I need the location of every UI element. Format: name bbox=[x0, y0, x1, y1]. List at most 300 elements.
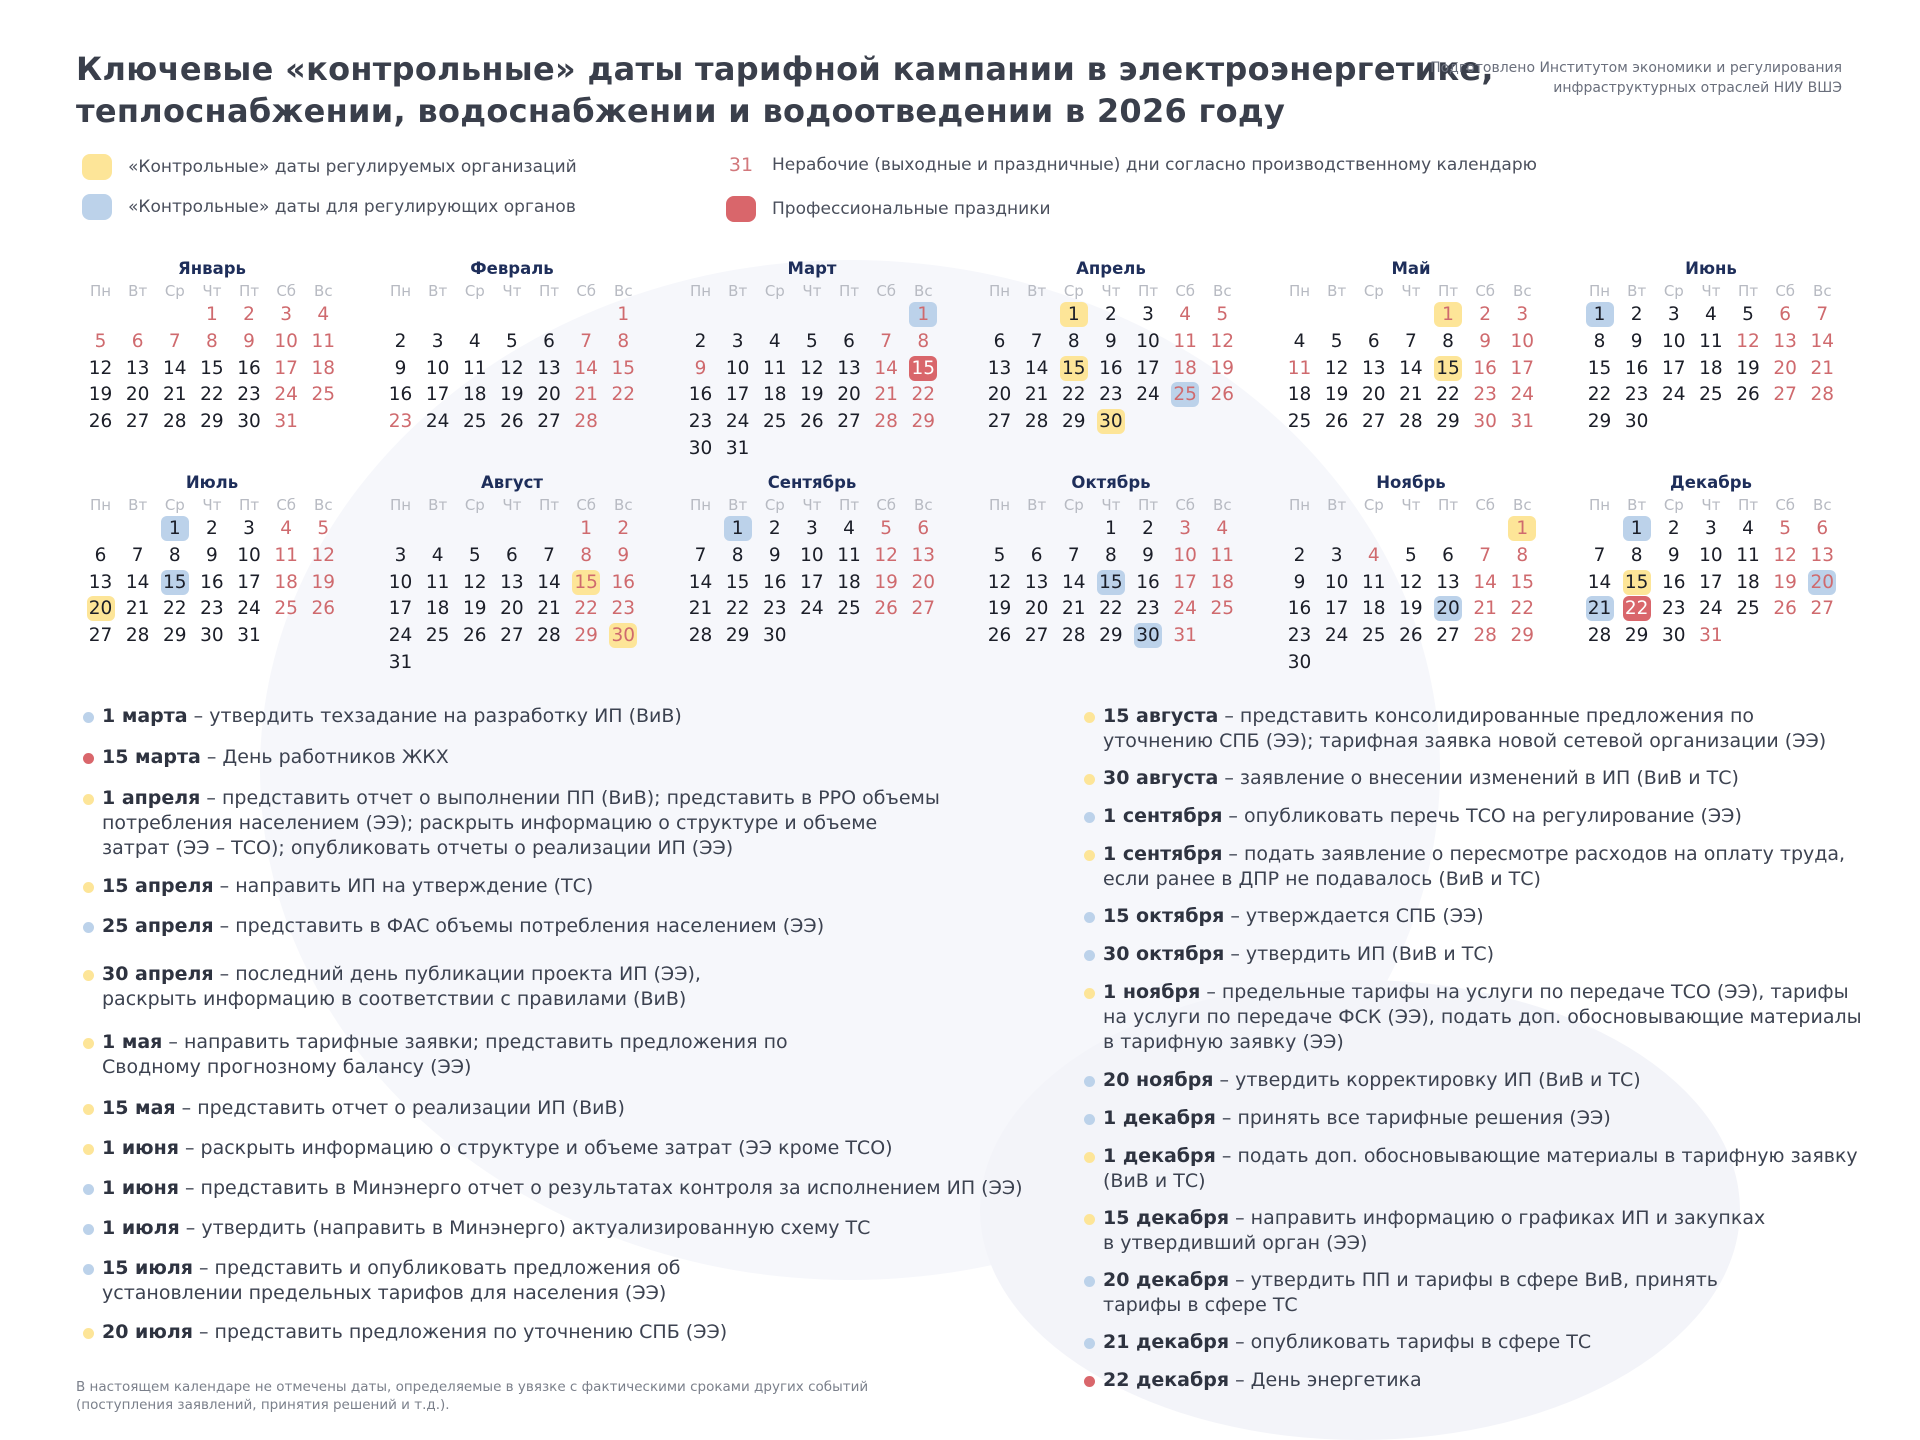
day-cell bbox=[231, 329, 268, 356]
event-text: уточнению СПБ (ЭЭ); тарифная заявка новой сетевой организации (ЭЭ) bbox=[1103, 730, 1827, 752]
event-line bbox=[1103, 1268, 1718, 1293]
day-number: 8 bbox=[168, 544, 181, 566]
event-dot bbox=[1084, 1076, 1095, 1087]
weekday-label: Вт bbox=[428, 496, 448, 514]
day-number: 8 bbox=[580, 544, 593, 566]
day-number: 1 bbox=[1623, 516, 1651, 541]
day-cell bbox=[456, 623, 493, 650]
event-item bbox=[102, 874, 593, 899]
event-item bbox=[1103, 904, 1484, 929]
day-cell bbox=[1692, 329, 1729, 356]
weekday-label: Вт bbox=[428, 282, 448, 300]
weekday-label: Ср bbox=[164, 496, 185, 514]
day-number: 22 bbox=[911, 384, 936, 406]
day-cell bbox=[1504, 596, 1541, 623]
weekday-label: Ср bbox=[764, 496, 785, 514]
weekday-label: Пн bbox=[390, 496, 412, 514]
day-cell bbox=[1655, 543, 1692, 570]
day-number: 27 bbox=[1024, 625, 1049, 647]
day-number: 13 bbox=[1362, 357, 1386, 379]
day-cell bbox=[568, 543, 605, 570]
day-number: 5 bbox=[1742, 304, 1754, 325]
day-number: 5 bbox=[94, 330, 107, 352]
day-cell bbox=[1467, 302, 1504, 329]
footnote-line-1: В настоящем календаре не отмечены даты, определяемые в увязке с фактическими сроками других событий bbox=[76, 1379, 869, 1395]
day-number: 2 bbox=[768, 518, 781, 539]
day-cell bbox=[305, 543, 342, 570]
day-cell bbox=[231, 302, 268, 329]
event-line bbox=[102, 962, 701, 987]
event-dot bbox=[83, 1264, 94, 1275]
event-date: 30 октября bbox=[1103, 943, 1225, 965]
weekday-header bbox=[82, 280, 342, 302]
month-title: Октябрь bbox=[1071, 473, 1151, 492]
event-dot bbox=[1084, 1338, 1095, 1349]
day-cell bbox=[682, 356, 719, 383]
day-cell bbox=[1392, 623, 1429, 650]
empty-cell bbox=[1055, 516, 1092, 543]
event-dot bbox=[1084, 1376, 1095, 1387]
day-grid bbox=[382, 516, 642, 677]
day-cell bbox=[419, 356, 456, 383]
day-number: 13 bbox=[911, 544, 936, 566]
day-number: 20 bbox=[911, 571, 936, 593]
day-number: 18 bbox=[1362, 598, 1386, 620]
day-cell bbox=[1467, 570, 1504, 597]
event-item bbox=[1103, 1144, 1858, 1194]
day-cell bbox=[1467, 596, 1504, 623]
weekday-label: Ср bbox=[1663, 282, 1684, 300]
day-number: 22 bbox=[1623, 596, 1651, 621]
day-cell bbox=[1092, 409, 1129, 436]
day-number: 30 bbox=[1287, 651, 1312, 673]
event-item bbox=[1103, 1330, 1591, 1355]
day-number: 9 bbox=[694, 357, 707, 379]
day-number: 10 bbox=[1510, 330, 1535, 352]
event-date: 15 мая bbox=[102, 1097, 176, 1119]
day-cell bbox=[868, 516, 905, 543]
day-number: 7 bbox=[1405, 330, 1417, 352]
event-text: – представить в Минэнерго отчет о результатах контроля за исполнением ИП (ЭЭ) bbox=[178, 1177, 1023, 1199]
empty-cell bbox=[1430, 516, 1467, 543]
day-number: 16 bbox=[1662, 571, 1686, 593]
day-number: 25 bbox=[763, 411, 787, 433]
day-cell bbox=[1730, 596, 1767, 623]
day-number: 14 bbox=[1810, 330, 1835, 352]
day-number: 3 bbox=[1179, 518, 1192, 539]
day-cell bbox=[119, 329, 156, 356]
day-cell bbox=[193, 356, 230, 383]
day-cell bbox=[1504, 302, 1541, 329]
day-cell bbox=[1130, 329, 1167, 356]
day-number: 6 bbox=[917, 518, 930, 539]
day-cell bbox=[419, 382, 456, 409]
day-number: 11 bbox=[463, 357, 487, 379]
day-number: 14 bbox=[574, 357, 598, 379]
day-number: 26 bbox=[1773, 598, 1797, 620]
day-cell bbox=[1392, 409, 1429, 436]
day-number: 22 bbox=[1436, 384, 1460, 406]
day-cell bbox=[82, 329, 119, 356]
day-number: 14 bbox=[163, 357, 187, 379]
day-number: 26 bbox=[874, 598, 898, 620]
event-dot bbox=[83, 922, 94, 933]
weekday-header bbox=[382, 280, 642, 302]
day-number: 17 bbox=[237, 571, 261, 593]
day-cell bbox=[1730, 570, 1767, 597]
empty-cell bbox=[419, 516, 456, 543]
event-item bbox=[1103, 1068, 1641, 1093]
day-number: 9 bbox=[243, 330, 255, 352]
day-cell bbox=[1655, 356, 1692, 383]
day-number: 2 bbox=[1667, 518, 1680, 539]
day-cell bbox=[1655, 570, 1692, 597]
event-item bbox=[102, 786, 940, 861]
day-number: 11 bbox=[1362, 571, 1386, 593]
event-text: на услуги по передаче ФСК (ЭЭ), подать доп. обосновывающие материалы bbox=[1103, 1006, 1862, 1028]
day-number: 25 bbox=[274, 598, 298, 620]
day-cell bbox=[531, 356, 568, 383]
event-line bbox=[102, 836, 940, 861]
day-cell bbox=[905, 516, 942, 543]
day-number: 17 bbox=[1662, 357, 1686, 379]
event-line bbox=[1103, 904, 1484, 929]
empty-cell bbox=[981, 302, 1018, 329]
day-number: 21 bbox=[1399, 384, 1423, 406]
day-cell bbox=[831, 329, 868, 356]
day-number: 16 bbox=[688, 384, 713, 406]
day-cell bbox=[605, 516, 642, 543]
weekday-label: Чт bbox=[1101, 496, 1121, 514]
day-cell bbox=[682, 329, 719, 356]
day-cell bbox=[1581, 302, 1618, 329]
weekday-label: Сб bbox=[576, 282, 597, 300]
weekday-label: Ср bbox=[1363, 282, 1384, 300]
day-number: 7 bbox=[168, 330, 181, 352]
weekday-header bbox=[981, 280, 1241, 302]
day-number: 31 bbox=[1173, 625, 1197, 647]
day-cell bbox=[568, 356, 605, 383]
day-number: 11 bbox=[1287, 357, 1312, 379]
day-cell bbox=[493, 543, 530, 570]
day-cell bbox=[268, 596, 305, 623]
day-cell bbox=[305, 570, 342, 597]
day-number: 16 bbox=[1473, 357, 1497, 379]
day-cell bbox=[1355, 356, 1392, 383]
event-date: 22 декабря bbox=[1103, 1369, 1230, 1391]
day-cell bbox=[831, 596, 868, 623]
day-cell bbox=[1355, 329, 1392, 356]
day-cell bbox=[456, 570, 493, 597]
day-number: 30 bbox=[1624, 411, 1649, 433]
day-number: 1 bbox=[1060, 302, 1088, 327]
legend-holidays-label: Профессиональные праздники bbox=[772, 199, 1051, 219]
day-cell bbox=[231, 356, 268, 383]
event-item bbox=[102, 1096, 625, 1121]
day-number: 2 bbox=[243, 304, 255, 325]
source-line-1: Подготовлено Институтом экономики и регулирования bbox=[1430, 60, 1842, 76]
legend-reg-dates bbox=[82, 194, 576, 220]
day-cell bbox=[1692, 516, 1729, 543]
day-cell bbox=[1281, 650, 1318, 677]
weekday-header bbox=[682, 494, 942, 516]
day-cell bbox=[1018, 570, 1055, 597]
day-cell bbox=[1504, 409, 1541, 436]
day-cell bbox=[193, 302, 230, 329]
event-text: потребления населением (ЭЭ); раскрыть информацию о структуре и объеме bbox=[102, 812, 878, 834]
day-number: 30 bbox=[763, 625, 787, 647]
day-cell bbox=[531, 623, 568, 650]
day-cell bbox=[1130, 382, 1167, 409]
event-line bbox=[102, 1055, 788, 1080]
event-item bbox=[102, 745, 449, 770]
day-number: 8 bbox=[617, 330, 630, 352]
day-number: 3 bbox=[1330, 544, 1343, 566]
day-cell bbox=[456, 596, 493, 623]
day-number: 6 bbox=[993, 330, 1006, 352]
weekday-label: Пн bbox=[1589, 282, 1611, 300]
day-cell bbox=[1618, 516, 1655, 543]
event-line bbox=[1103, 867, 1845, 892]
day-cell bbox=[82, 543, 119, 570]
empty-cell bbox=[119, 516, 156, 543]
day-cell bbox=[682, 409, 719, 436]
event-line bbox=[102, 1176, 1023, 1201]
day-number: 29 bbox=[1436, 411, 1460, 433]
day-cell bbox=[719, 409, 756, 436]
day-grid bbox=[1281, 302, 1541, 436]
empty-cell bbox=[1581, 516, 1618, 543]
weekday-label: Пн bbox=[989, 496, 1011, 514]
day-cell bbox=[1804, 596, 1841, 623]
day-number: 20 bbox=[1808, 570, 1836, 595]
day-number: 24 bbox=[425, 411, 450, 433]
weekday-label: Ср bbox=[1063, 282, 1084, 300]
day-number: 25 bbox=[425, 625, 450, 647]
empty-cell bbox=[793, 302, 830, 329]
day-cell bbox=[119, 356, 156, 383]
day-number: 5 bbox=[506, 330, 518, 352]
footnote-line-2: (поступления заявлений, принятия решений и т.д.). bbox=[76, 1397, 450, 1413]
day-cell bbox=[905, 543, 942, 570]
day-number: 30 bbox=[200, 625, 224, 647]
day-number: 29 bbox=[574, 625, 598, 647]
day-number: 26 bbox=[800, 411, 824, 433]
day-number: 27 bbox=[500, 625, 524, 647]
day-number: 13 bbox=[88, 571, 113, 593]
day-cell bbox=[719, 356, 756, 383]
day-cell bbox=[268, 329, 305, 356]
day-number: 21 bbox=[125, 598, 150, 620]
event-text: – последний день публикации проекта ИП (ЭЭ), bbox=[213, 963, 701, 985]
event-dot bbox=[1084, 1152, 1095, 1163]
day-number: 31 bbox=[388, 651, 413, 673]
day-cell bbox=[531, 409, 568, 436]
day-number: 6 bbox=[506, 544, 518, 566]
day-cell bbox=[1055, 623, 1092, 650]
day-cell bbox=[156, 382, 193, 409]
weekday-label: Вт bbox=[728, 282, 748, 300]
event-line bbox=[1103, 1169, 1858, 1194]
day-number: 24 bbox=[274, 384, 298, 406]
day-cell bbox=[1167, 623, 1204, 650]
event-date: 15 марта bbox=[102, 746, 201, 768]
day-number: 29 bbox=[1062, 411, 1086, 433]
month-calendar bbox=[82, 472, 342, 650]
day-cell bbox=[1618, 596, 1655, 623]
day-cell bbox=[1430, 596, 1467, 623]
day-number: 18 bbox=[763, 384, 787, 406]
weekday-label: Вт bbox=[1627, 282, 1647, 300]
day-cell bbox=[1655, 329, 1692, 356]
day-cell bbox=[1318, 329, 1355, 356]
day-number: 14 bbox=[1399, 357, 1423, 379]
day-number: 17 bbox=[388, 598, 413, 620]
day-cell bbox=[119, 382, 156, 409]
day-number: 22 bbox=[574, 598, 598, 620]
event-date: 1 апреля bbox=[102, 787, 201, 809]
day-number: 3 bbox=[431, 330, 444, 352]
event-line bbox=[1103, 1231, 1765, 1256]
empty-cell bbox=[1318, 516, 1355, 543]
weekday-label: Чт bbox=[1701, 496, 1721, 514]
event-item bbox=[1103, 1368, 1422, 1393]
day-cell bbox=[1318, 543, 1355, 570]
day-number: 9 bbox=[1293, 571, 1306, 593]
day-number: 25 bbox=[1736, 598, 1760, 620]
day-cell bbox=[1130, 356, 1167, 383]
day-number: 4 bbox=[317, 304, 330, 325]
day-cell bbox=[1430, 543, 1467, 570]
day-cell bbox=[193, 329, 230, 356]
day-number: 5 bbox=[468, 544, 481, 566]
day-cell bbox=[419, 543, 456, 570]
title-line-2: теплоснабжении, водоснабжении и водоотведении в 2026 году bbox=[76, 92, 1286, 130]
month-calendar bbox=[82, 258, 342, 436]
day-cell bbox=[1581, 382, 1618, 409]
day-cell bbox=[682, 623, 719, 650]
event-text: Сводному прогнозному балансу (ЭЭ) bbox=[102, 1056, 472, 1078]
weekday-header bbox=[382, 494, 642, 516]
event-line bbox=[1103, 1106, 1611, 1131]
event-item bbox=[102, 1320, 727, 1345]
day-cell bbox=[119, 543, 156, 570]
day-number: 25 bbox=[1210, 598, 1235, 620]
empty-cell bbox=[868, 302, 905, 329]
day-number: 15 bbox=[611, 357, 636, 379]
day-cell bbox=[82, 596, 119, 623]
day-cell bbox=[193, 382, 230, 409]
day-number: 27 bbox=[537, 411, 561, 433]
day-cell bbox=[82, 382, 119, 409]
day-number: 26 bbox=[987, 625, 1012, 647]
weekday-label: Чт bbox=[502, 496, 522, 514]
day-cell bbox=[193, 516, 230, 543]
day-cell bbox=[82, 623, 119, 650]
event-dot bbox=[1084, 988, 1095, 999]
day-cell bbox=[981, 570, 1018, 597]
event-item bbox=[102, 1256, 680, 1306]
day-cell bbox=[756, 329, 793, 356]
day-number: 11 bbox=[1173, 330, 1197, 352]
day-number: 1 bbox=[1105, 518, 1117, 539]
event-line bbox=[1103, 1330, 1591, 1355]
source-line-2: инфраструктурных отраслей НИУ ВШЭ bbox=[1553, 80, 1842, 96]
day-number: 1 bbox=[909, 302, 937, 327]
day-number: 12 bbox=[463, 571, 487, 593]
day-number: 9 bbox=[768, 544, 781, 566]
weekday-label: Ср bbox=[164, 282, 185, 300]
day-number: 13 bbox=[987, 357, 1012, 379]
day-cell bbox=[1018, 356, 1055, 383]
empty-cell bbox=[1281, 302, 1318, 329]
event-dot bbox=[1084, 1114, 1095, 1125]
day-number: 19 bbox=[311, 571, 336, 593]
source-credit bbox=[1282, 58, 1842, 98]
day-number: 2 bbox=[1630, 304, 1643, 325]
day-cell bbox=[1430, 329, 1467, 356]
event-item bbox=[102, 914, 824, 939]
event-text: – направить тарифные заявки; представить предложения по bbox=[162, 1031, 788, 1053]
title-line-1: Ключевые «контрольные» даты тарифной кампании в электроэнергетике, bbox=[76, 50, 1494, 88]
day-grid bbox=[382, 302, 642, 436]
day-number: 31 bbox=[1699, 625, 1723, 647]
event-line bbox=[102, 786, 940, 811]
day-cell bbox=[1392, 570, 1429, 597]
day-cell bbox=[1692, 302, 1729, 329]
day-number: 4 bbox=[1367, 544, 1380, 566]
day-number: 30 bbox=[1134, 623, 1162, 648]
day-cell bbox=[1804, 382, 1841, 409]
day-cell bbox=[1281, 596, 1318, 623]
day-cell bbox=[905, 382, 942, 409]
event-line bbox=[102, 1320, 727, 1345]
event-date: 1 декабря bbox=[1103, 1145, 1216, 1167]
footnote bbox=[76, 1378, 868, 1414]
weekday-label: Ср bbox=[1663, 496, 1684, 514]
day-cell bbox=[1167, 516, 1204, 543]
event-text: в тарифную заявку (ЭЭ) bbox=[1103, 1031, 1344, 1053]
day-cell bbox=[905, 409, 942, 436]
weekday-label: Чт bbox=[1101, 282, 1121, 300]
day-grid bbox=[981, 302, 1241, 436]
day-cell bbox=[793, 516, 830, 543]
weekday-label: Пт bbox=[1738, 282, 1759, 300]
day-cell bbox=[605, 356, 642, 383]
day-cell bbox=[231, 543, 268, 570]
day-number: 21 bbox=[1473, 598, 1497, 620]
day-number: 23 bbox=[1624, 384, 1649, 406]
day-number: 3 bbox=[806, 518, 818, 539]
weekday-header bbox=[1281, 280, 1541, 302]
day-number: 6 bbox=[1816, 518, 1829, 539]
day-number: 19 bbox=[1399, 598, 1423, 620]
day-number: 15 bbox=[572, 570, 600, 595]
day-cell bbox=[268, 382, 305, 409]
event-date: 1 декабря bbox=[1103, 1107, 1216, 1129]
day-cell bbox=[1730, 356, 1767, 383]
day-number: 3 bbox=[394, 544, 407, 566]
day-number: 21 bbox=[163, 384, 187, 406]
day-cell bbox=[1804, 329, 1841, 356]
day-cell bbox=[156, 516, 193, 543]
day-number: 18 bbox=[1287, 384, 1312, 406]
day-number: 7 bbox=[694, 544, 707, 566]
day-cell bbox=[1467, 623, 1504, 650]
day-number: 19 bbox=[987, 598, 1012, 620]
day-cell bbox=[568, 329, 605, 356]
day-grid bbox=[82, 516, 342, 650]
